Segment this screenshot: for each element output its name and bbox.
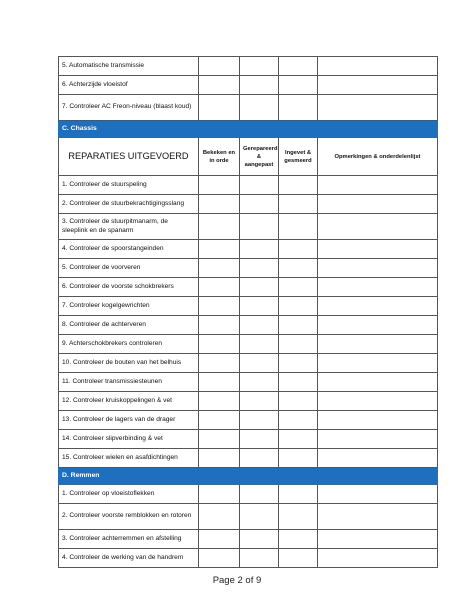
check-cell[interactable] [279,259,318,278]
check-cell[interactable] [199,335,240,354]
check-cell[interactable] [240,504,279,530]
check-cell[interactable] [279,392,318,411]
check-cell[interactable] [199,504,240,530]
task-label: 10. Controleer de bouten van het belhuis [59,354,199,373]
check-cell[interactable] [199,57,240,76]
remarks-cell[interactable] [318,195,438,214]
task-label: 7. Controleer kogelgewrichten [59,297,199,316]
check-cell[interactable] [199,214,240,240]
check-cell[interactable] [199,195,240,214]
check-cell[interactable] [199,449,240,468]
column-header-repaired: Gerepareerd & aangepast [240,138,279,176]
check-cell[interactable] [279,549,318,568]
task-label: 5. Automatische transmissie [59,57,199,76]
check-cell[interactable] [240,176,279,195]
table-row [59,549,438,568]
check-cell[interactable] [199,316,240,335]
task-label: 4. Controleer de spoorstangeinden [59,240,199,259]
remarks-cell[interactable] [318,449,438,468]
remarks-cell[interactable] [318,76,438,95]
check-cell[interactable] [199,530,240,549]
remarks-cell[interactable] [318,392,438,411]
check-cell[interactable] [279,411,318,430]
remarks-cell[interactable] [318,316,438,335]
check-cell[interactable] [279,316,318,335]
check-cell[interactable] [279,214,318,240]
inspection-table-body [59,57,438,568]
check-cell[interactable] [240,430,279,449]
page-number: Page 2 of 9 [212,575,262,586]
table-row [59,278,438,297]
check-cell[interactable] [279,354,318,373]
table-row [59,373,438,392]
remarks-cell[interactable] [318,411,438,430]
check-cell[interactable] [279,430,318,449]
table-row [59,214,438,240]
remarks-cell[interactable] [318,214,438,240]
check-cell[interactable] [240,411,279,430]
check-cell[interactable] [240,485,279,504]
table-row [59,95,438,121]
table-row [59,392,438,411]
column-header-row [59,138,438,176]
check-cell[interactable] [279,76,318,95]
check-cell[interactable] [240,392,279,411]
table-row [59,504,438,530]
check-cell[interactable] [199,278,240,297]
section-title: C. Chassis [59,121,438,138]
task-label: 8. Controleer de achterveren [59,316,199,335]
remarks-cell[interactable] [318,278,438,297]
remarks-cell[interactable] [318,354,438,373]
table-row [59,411,438,430]
inspection-table [58,56,438,568]
section-title: D. Remmen [59,468,438,485]
remarks-cell[interactable] [318,485,438,504]
check-cell[interactable] [199,392,240,411]
remarks-cell[interactable] [318,530,438,549]
remarks-cell[interactable] [318,430,438,449]
check-cell[interactable] [240,449,279,468]
task-label: 1. Controleer op vloeistoflekken [59,485,199,504]
check-cell[interactable] [240,297,279,316]
table-row [59,57,438,76]
check-cell[interactable] [240,530,279,549]
check-cell[interactable] [240,76,279,95]
table-row [59,297,438,316]
check-cell[interactable] [240,57,279,76]
check-cell[interactable] [199,76,240,95]
check-cell[interactable] [240,214,279,240]
check-cell[interactable] [279,57,318,76]
remarks-cell[interactable] [318,549,438,568]
check-cell[interactable] [240,278,279,297]
check-cell[interactable] [240,95,279,121]
check-cell[interactable] [279,176,318,195]
remarks-cell[interactable] [318,297,438,316]
task-label: 3. Controleer de stuurpitmanarm, de sleeplink en de spanarm [59,214,199,240]
check-cell[interactable] [279,530,318,549]
check-cell[interactable] [279,195,318,214]
check-cell[interactable] [199,549,240,568]
section-header-chassis [59,121,438,138]
check-cell[interactable] [279,297,318,316]
remarks-cell[interactable] [318,176,438,195]
table-row [59,176,438,195]
table-row [59,449,438,468]
remarks-cell[interactable] [318,504,438,530]
remarks-cell[interactable] [318,335,438,354]
check-cell[interactable] [199,485,240,504]
check-cell[interactable] [279,335,318,354]
task-label: 7. Controleer AC Freon-niveau (blaast koud) [59,95,199,121]
check-cell[interactable] [199,259,240,278]
remarks-cell[interactable] [318,57,438,76]
task-label: 5. Controleer de voorveren [59,259,199,278]
check-cell[interactable] [279,95,318,121]
task-label: 6. Achterzijde vloeistof [59,76,199,95]
task-label: 9. Achterschokbrekers controleren [59,335,199,354]
check-cell[interactable] [199,411,240,430]
table-row [59,354,438,373]
check-cell[interactable] [199,297,240,316]
check-cell[interactable] [199,176,240,195]
column-header-remarks: Opmerkingen & onderdelenlijst [318,138,438,176]
task-label: 15. Controleer wielen en asafdichtingen [59,449,199,468]
check-cell[interactable] [240,195,279,214]
check-cell[interactable] [279,240,318,259]
column-header-checked: Bekeken en in orde [199,138,240,176]
section-header-brakes [59,468,438,485]
check-cell[interactable] [279,278,318,297]
check-cell[interactable] [279,485,318,504]
task-label: 14. Controleer slipverbinding & vet [59,430,199,449]
check-cell[interactable] [240,240,279,259]
task-label: 11. Controleer transmissiesteunen [59,373,199,392]
check-cell[interactable] [240,335,279,354]
remarks-cell[interactable] [318,95,438,121]
check-cell[interactable] [240,316,279,335]
remarks-cell[interactable] [318,259,438,278]
task-label: 1. Controleer de stuurspeling [59,176,199,195]
remarks-cell[interactable] [318,240,438,259]
task-label: 2. Controleer de stuurbekrachtigingsslang [59,195,199,214]
check-cell[interactable] [279,504,318,530]
check-cell[interactable] [199,373,240,392]
check-cell[interactable] [199,95,240,121]
check-cell[interactable] [279,373,318,392]
task-label: 3. Controleer achterremmen en afstelling [59,530,199,549]
task-label: 6. Controleer de voorste schokbrekers [59,278,199,297]
task-label: 4. Controleer de werking van de handrem [59,549,199,568]
check-cell[interactable] [240,259,279,278]
table-row [59,335,438,354]
header-title: REPARATIES UITGEVOERD [59,138,199,176]
table-row [59,485,438,504]
column-header-lubricated: Ingevet & gesmeerd [279,138,318,176]
check-cell[interactable] [240,373,279,392]
table-row [59,430,438,449]
check-cell[interactable] [199,430,240,449]
table-row [59,530,438,549]
remarks-cell[interactable] [318,373,438,392]
check-cell[interactable] [240,354,279,373]
check-cell[interactable] [199,354,240,373]
table-row [59,240,438,259]
task-label: 12. Controleer kruiskoppelingen & vet [59,392,199,411]
table-row [59,316,438,335]
task-label: 13. Controleer de lagers van de drager [59,411,199,430]
check-cell[interactable] [240,549,279,568]
table-row [59,76,438,95]
table-row [59,195,438,214]
task-label: 2. Controleer voorste remblokken en rotoren [59,504,199,530]
table-row [59,259,438,278]
check-cell[interactable] [279,449,318,468]
check-cell[interactable] [199,240,240,259]
